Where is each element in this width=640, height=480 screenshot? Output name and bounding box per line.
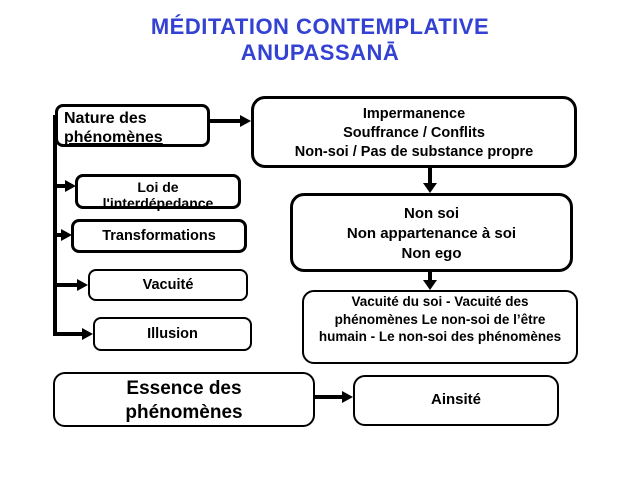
node-essence-line1: Essence des xyxy=(126,378,242,399)
node-loi-line1: Loi de xyxy=(137,179,179,195)
node-illusion-label: Illusion xyxy=(147,326,198,342)
node-nature-des-phenomenes xyxy=(55,104,210,147)
node-vacuite-du-soi-line2: Le non-soi de l’être humain - Le non-soi des phénomènes xyxy=(318,311,562,344)
node-transformations-label: Transformations xyxy=(102,228,216,244)
node-vacuite-du-soi-line1: Vacuité du soi - Vacuité des phénomènes xyxy=(334,294,529,327)
node-vacuite xyxy=(88,269,248,301)
node-impermanence-line1: Impermanence xyxy=(362,106,466,122)
node-impermanence-line3: Non-soi / Pas de substance propre xyxy=(294,144,534,160)
arrowhead-vacuitesoi-icon xyxy=(423,280,437,290)
connector-impermanence-nonsoi xyxy=(428,168,432,184)
page-title-line2: ANUPASSANĀ xyxy=(240,40,400,65)
node-essence-des-phenomenes xyxy=(53,372,315,427)
connector-branch-vacuite xyxy=(53,283,78,287)
node-vacuite-label: Vacuité xyxy=(142,277,194,293)
arrowhead-nonsoi-icon xyxy=(423,183,437,193)
node-essence-line2: phénomènes xyxy=(125,402,243,423)
node-loi-interdependance xyxy=(75,174,241,209)
arrowhead-illusion-icon xyxy=(82,328,93,340)
arrowhead-ainsite-icon xyxy=(342,391,353,403)
page-title xyxy=(0,14,640,66)
arrowhead-vacuite-icon xyxy=(77,279,88,291)
node-non-soi xyxy=(290,193,573,272)
connector-nature-impermanence xyxy=(210,119,241,123)
connector-branch-illusion xyxy=(53,332,83,336)
node-non-soi-line3: Non ego xyxy=(401,245,462,262)
node-vacuite-du-soi xyxy=(302,290,578,364)
node-transformations xyxy=(71,219,247,253)
node-nature-line1: Nature des xyxy=(64,110,147,127)
node-loi-line2: l'interdépedance xyxy=(102,195,214,211)
page-title-line1: MÉDITATION CONTEMPLATIVE xyxy=(150,14,490,39)
node-impermanence-line2: Souffrance / Conflits xyxy=(343,125,485,141)
connector-essence-ainsite xyxy=(315,395,343,399)
connector-left-trunk xyxy=(53,115,57,336)
node-nature-line2: phénomènes xyxy=(64,129,163,146)
node-ainsite-label: Ainsité xyxy=(430,391,481,408)
node-illusion xyxy=(93,317,252,351)
node-non-soi-line2: Non appartenance à soi xyxy=(346,225,517,242)
node-ainsite xyxy=(353,375,559,426)
node-impermanence xyxy=(251,96,577,168)
arrowhead-impermanence-icon xyxy=(240,115,251,127)
node-non-soi-line1: Non soi xyxy=(404,205,459,222)
